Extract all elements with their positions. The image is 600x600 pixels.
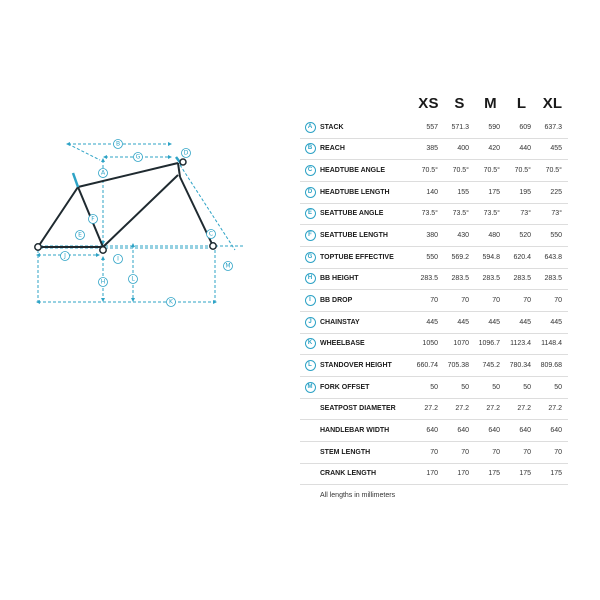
row-value-m: 420: [488, 145, 500, 153]
row-label: STANDOVER HEIGHT: [320, 362, 392, 370]
row-value-l: 70: [523, 297, 531, 305]
row-label: CRANK LENGTH: [320, 470, 376, 478]
row-value-s: 70: [461, 297, 469, 305]
table-row: [300, 290, 568, 312]
row-value-l: 283.5: [513, 275, 531, 283]
row-value-xl: 27.2: [548, 405, 562, 413]
row-value-s: 283.5: [451, 275, 469, 283]
badge-cell: [300, 295, 320, 306]
table-row: [300, 269, 568, 291]
row-value-xl: 1148.4: [541, 340, 562, 348]
frame-geometry-svg: [30, 135, 260, 310]
svg-text:F: F: [91, 215, 95, 223]
row-value-m: 70.5°: [483, 167, 500, 175]
table-row: [300, 247, 568, 269]
table-row: [300, 160, 568, 182]
diagram-badge-i: [114, 255, 123, 264]
badge-cell: [300, 122, 320, 133]
row-value-xs: 380: [426, 232, 438, 240]
row-value-s: 73.5°: [452, 210, 469, 218]
row-value-xl: 50: [554, 383, 562, 391]
row-value-m: 175: [488, 188, 500, 196]
row-label: STACK: [320, 123, 344, 131]
row-value-xl: 70.5°: [545, 167, 562, 175]
row-value-xs: 557: [426, 123, 438, 131]
row-value-xs: 385: [426, 145, 438, 153]
row-value-xs: 445: [426, 318, 438, 326]
row-letter-badge: F: [305, 230, 316, 241]
diagram-badge-g: [134, 153, 143, 162]
row-value-l: 620.4: [513, 253, 531, 261]
table-row: [300, 420, 568, 442]
row-value-xl: 550: [550, 232, 562, 240]
row-label: HANDLEBAR WIDTH: [320, 427, 390, 435]
row-value-m: 640: [488, 427, 500, 435]
size-header-row: [300, 93, 568, 117]
head-joint-icon: [180, 159, 186, 165]
row-letter-badge: C: [305, 165, 316, 176]
row-value-s: 705.38: [447, 362, 469, 370]
table-row: [300, 334, 568, 356]
row-value-xl: 70: [554, 448, 562, 456]
row-letter-badge: H: [305, 273, 316, 284]
row-value-xl: 809.68: [540, 362, 562, 370]
row-value-m: 594.8: [482, 253, 500, 261]
svg-text:J: J: [64, 252, 66, 260]
svg-text:I: I: [117, 255, 119, 263]
badge-cell: [300, 360, 320, 371]
row-value-l: 440: [519, 145, 531, 153]
row-label: WHEELBASE: [320, 340, 365, 348]
row-value-xs: 27.2: [424, 405, 438, 413]
table-row: [300, 204, 568, 226]
svg-text:H: H: [100, 278, 106, 286]
row-label: CHAINSTAY: [320, 318, 360, 326]
row-letter-badge: K: [305, 338, 316, 349]
row-letter-badge: J: [305, 317, 316, 328]
row-value-m: 445: [488, 318, 500, 326]
row-value-m: 480: [488, 232, 500, 240]
diagram-badge-a: [99, 169, 108, 178]
row-value-l: 445: [519, 318, 531, 326]
row-label: STEM LENGTH: [320, 448, 371, 456]
row-value-xl: 70: [554, 297, 562, 305]
row-value-l: 70: [523, 448, 531, 456]
row-value-xl: 643.8: [544, 253, 562, 261]
row-label: SEATPOST DIAMETER: [320, 405, 396, 413]
size-header-xs: XS: [418, 95, 439, 112]
row-value-l: 1123.4: [510, 340, 531, 348]
row-value-xl: 637.3: [544, 123, 562, 131]
table-row: [300, 399, 568, 421]
svg-text:A: A: [100, 169, 106, 177]
badge-cell: [300, 273, 320, 284]
row-value-xl: 283.5: [544, 275, 562, 283]
row-value-s: 1070: [453, 340, 469, 348]
row-value-xs: 550: [426, 253, 438, 261]
row-value-l: 73°: [520, 210, 531, 218]
row-letter-badge: G: [305, 252, 316, 263]
table-row: [300, 377, 568, 399]
row-value-s: 70.5°: [452, 167, 469, 175]
svg-text:M: M: [225, 262, 231, 270]
size-header-m: M: [484, 95, 497, 112]
badge-cell: [300, 338, 320, 349]
row-value-m: 70: [492, 448, 500, 456]
seatpost: [73, 173, 78, 187]
row-value-s: 70: [461, 448, 469, 456]
row-letter-badge: M: [305, 382, 316, 393]
table-row: [300, 225, 568, 247]
table-row: [300, 442, 568, 464]
row-value-m: 590: [488, 123, 500, 131]
size-header-xl: XL: [542, 95, 563, 112]
diagram-badge-c: [207, 230, 216, 239]
row-value-xs: 140: [426, 188, 438, 196]
badge-cell: [300, 187, 320, 198]
row-value-xs: 70: [430, 297, 438, 305]
row-value-xs: 50: [430, 383, 438, 391]
row-letter-badge: B: [305, 143, 316, 154]
rear-axle-icon: [35, 244, 41, 250]
row-label: FORK OFFSET: [320, 383, 370, 391]
diagram-badge-m: [224, 262, 233, 271]
row-letter-badge: L: [305, 360, 316, 371]
row-value-xs: 660.74: [416, 362, 438, 370]
row-value-xl: 445: [550, 318, 562, 326]
row-value-xs: 170: [426, 470, 438, 478]
row-value-l: 195: [519, 188, 531, 196]
row-letter-badge: D: [305, 187, 316, 198]
svg-text:B: B: [115, 140, 121, 148]
table-row: [300, 355, 568, 377]
row-value-l: 27.2: [517, 405, 531, 413]
units-footnote: All lengths in millimeters: [320, 492, 396, 500]
diagram-badge-l: [129, 275, 138, 284]
geometry-table: [300, 93, 568, 499]
row-label: SEATTUBE LENGTH: [320, 232, 388, 240]
row-value-m: 745.2: [482, 362, 500, 370]
row-value-l: 640: [519, 427, 531, 435]
row-value-s: 27.2: [455, 405, 469, 413]
front-axle-icon: [210, 243, 216, 249]
row-value-l: 609: [519, 123, 531, 131]
row-value-xs: 73.5°: [421, 210, 438, 218]
table-row: [300, 182, 568, 204]
row-value-s: 430: [457, 232, 469, 240]
diagram-badge-j: [61, 252, 70, 261]
row-value-xs: 283.5: [420, 275, 438, 283]
table-row: [300, 312, 568, 334]
svg-text:E: E: [78, 231, 82, 239]
table-row: [300, 139, 568, 161]
diagram-badge-e: [76, 231, 85, 240]
row-value-xs: 70.5°: [421, 167, 438, 175]
row-value-s: 445: [457, 318, 469, 326]
row-label: BB DROP: [320, 297, 353, 305]
diagram-badge-k: [167, 298, 176, 307]
svg-text:L: L: [131, 275, 135, 283]
badge-cell: [300, 317, 320, 328]
row-label: BB HEIGHT: [320, 275, 359, 283]
row-letter-badge: A: [305, 122, 316, 133]
bottom-bracket-icon: [100, 247, 106, 253]
row-value-m: 70: [492, 297, 500, 305]
badge-cell: [300, 230, 320, 241]
row-letter-badge: E: [305, 208, 316, 219]
row-value-m: 1096.7: [478, 340, 500, 348]
row-value-s: 400: [457, 145, 469, 153]
size-header-l: L: [516, 95, 527, 112]
row-value-l: 175: [519, 470, 531, 478]
row-value-m: 27.2: [486, 405, 500, 413]
table-row: [300, 117, 568, 139]
diagram-badge-b: [114, 140, 123, 149]
row-label: REACH: [320, 145, 345, 153]
row-value-s: 170: [457, 470, 469, 478]
svg-text:K: K: [169, 298, 173, 306]
geometry-diagram: [30, 135, 260, 310]
table-body: [300, 117, 568, 485]
row-value-s: 569.2: [451, 253, 469, 261]
diagram-badges: [61, 140, 233, 307]
svg-text:C: C: [208, 230, 214, 238]
diagram-badge-h: [99, 278, 108, 287]
row-value-xs: 640: [426, 427, 438, 435]
row-label: TOPTUBE EFFECTIVE: [320, 253, 394, 261]
row-value-s: 155: [457, 188, 469, 196]
dimension-lines: [35, 144, 245, 303]
row-value-xl: 455: [550, 145, 562, 153]
row-value-s: 640: [457, 427, 469, 435]
badge-cell: [300, 143, 320, 154]
row-value-m: 73.5°: [483, 210, 500, 218]
row-value-l: 50: [523, 383, 531, 391]
badge-cell: [300, 208, 320, 219]
diagram-badge-f: [89, 215, 98, 224]
row-value-s: 571.3: [451, 123, 469, 131]
badge-cell: [300, 165, 320, 176]
row-value-xl: 175: [550, 470, 562, 478]
size-header-s: S: [454, 95, 465, 112]
table-row: [300, 464, 568, 486]
diagram-badge-d: [182, 149, 191, 158]
row-value-l: 780.34: [509, 362, 531, 370]
badge-cell: [300, 382, 320, 393]
svg-text:D: D: [183, 149, 189, 157]
row-value-l: 70.5°: [514, 167, 531, 175]
row-value-xl: 73°: [551, 210, 562, 218]
row-value-xs: 70: [430, 448, 438, 456]
row-value-l: 520: [519, 232, 531, 240]
row-label: SEATTUBE ANGLE: [320, 210, 384, 218]
row-value-m: 175: [488, 470, 500, 478]
row-label: HEADTUBE LENGTH: [320, 188, 390, 196]
badge-cell: [300, 252, 320, 263]
row-value-xl: 640: [550, 427, 562, 435]
svg-text:G: G: [135, 153, 141, 161]
row-letter-badge: I: [305, 295, 316, 306]
row-value-xs: 1050: [422, 340, 438, 348]
row-value-xl: 225: [550, 188, 562, 196]
row-value-m: 283.5: [482, 275, 500, 283]
row-value-m: 50: [492, 383, 500, 391]
row-value-s: 50: [461, 383, 469, 391]
row-label: HEADTUBE ANGLE: [320, 167, 386, 175]
